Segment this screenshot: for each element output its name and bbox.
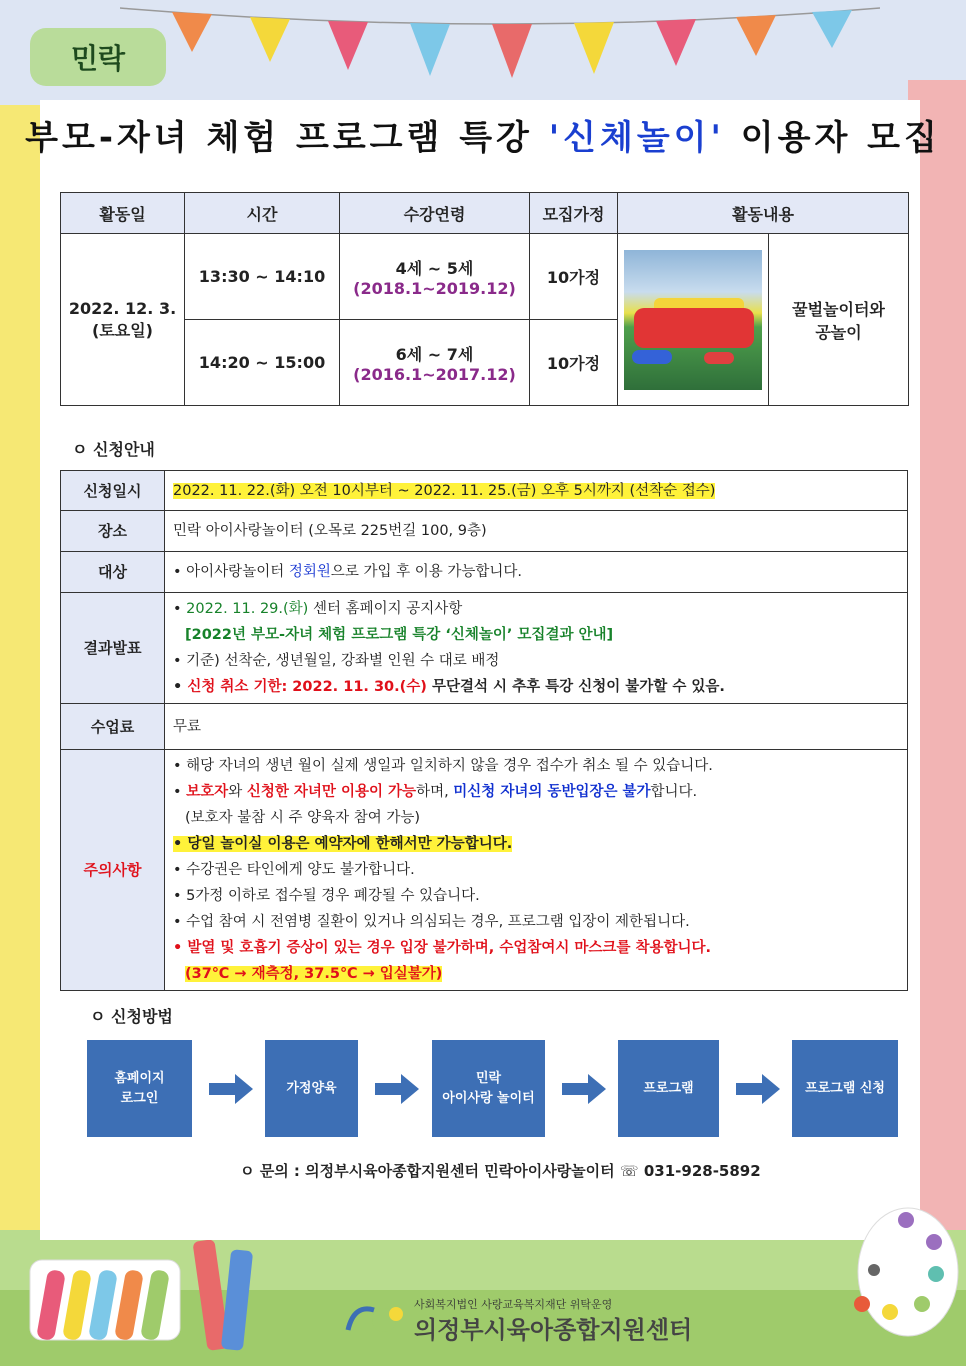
session-row [61, 234, 909, 320]
caution-unregistered: 미신청 자녀의 동반입장은 불가 [453, 784, 651, 800]
caution-registered-only: 신청한 자녀만 이용이 가능 [246, 784, 417, 800]
info-row-apply [61, 471, 908, 511]
method-section-title: ㅇ 신청방법 [90, 1007, 173, 1026]
step-text: 민락 [475, 1070, 502, 1086]
caution-reservation: • 당일 놀이실 이용은 예약자에 한해서만 가능합니다. [173, 836, 513, 852]
target-member: 정회원 [288, 564, 331, 580]
step-minrak-playground [432, 1040, 545, 1137]
apply-value-text: 2022. 11. 22.(화) 오전 10시부터 ~ 2022. 11. 25.(금) 오후 5시까지 (선착순 접수) [173, 482, 716, 499]
caution-text: 합니다. [650, 784, 698, 800]
activity-photo [624, 250, 762, 390]
result-line3: • 기준) 선착순, 생년월일, 강좌별 인원 수 대로 배정 [173, 653, 500, 669]
caution-guardian: 보호자 [186, 784, 229, 800]
activity-text: 꿀벌놀이터와 공놀이 [792, 299, 885, 342]
contact-info: ㅇ 문의 : 의정부시육아종합지원센터 민락아이사랑놀이터 ☏ 031-928-5892 [240, 1162, 761, 1180]
caution-line: • 5가정 이하로 접수될 경우 폐강될 수 있습니다. [173, 888, 480, 904]
target-text-post: 으로 가입 후 이용 가능합니다. [330, 564, 522, 580]
title-text-pre: 부모-자녀 체험 프로그램 특강 [25, 118, 549, 158]
session-age [340, 320, 530, 406]
info-section-title: ㅇ 신청안내 [72, 440, 155, 459]
step-text: 프로그램 [643, 1080, 694, 1096]
title-highlight: '신체놀이' [548, 118, 725, 158]
step-text: 홈페이지 [114, 1070, 165, 1086]
date-text: 2022. 12. 3. [68, 298, 177, 318]
target-value [165, 552, 908, 593]
arrow-right-icon [562, 1072, 606, 1106]
info-row-result [61, 593, 908, 704]
info-row-fee [61, 704, 908, 750]
result-line1-text: 센터 홈페이지 공지사항 [308, 601, 463, 617]
result-label: 결과발표 [61, 593, 165, 704]
center-logo [344, 1300, 408, 1338]
step-homepage-login [87, 1040, 192, 1137]
step-program [618, 1040, 719, 1137]
session-time: 14:20 ~ 15:00 [185, 320, 340, 406]
activity-cell [769, 234, 909, 406]
session-time: 13:30 ~ 14:10 [185, 234, 340, 320]
org-subtitle: 사회복지법인 사랑교육복지재단 위탁운영 [414, 1298, 613, 1311]
page-title [0, 110, 966, 159]
caution-line: • 보호자와 신청한 자녀만 이용이 가능하며, 미신청 자녀의 동반입장은 불가합니다. [173, 784, 698, 800]
fee-value: 무료 [165, 704, 908, 750]
header-activity: 활동내용 [618, 193, 909, 234]
header-families: 모집가정 [530, 193, 618, 234]
session-age [340, 234, 530, 320]
date-cell [61, 234, 185, 406]
place-label: 장소 [61, 511, 165, 552]
age-text: 4세 ~ 5세 [395, 258, 474, 278]
caution-label: 주의사항 [61, 750, 165, 991]
result-value [165, 593, 908, 704]
result-line1: • 2022. 11. 29.(화) 센터 홈페이지 공지사항 [173, 601, 463, 617]
step-text: 가정양육 [286, 1080, 337, 1096]
apply-label: 신청일시 [61, 471, 165, 511]
caution-line: (보호자 불참 시 주 양육자 참여 가능) [185, 810, 421, 826]
age-range: (2018.1~2019.12) [353, 278, 516, 298]
caution-temperature: (37℃ → 재측정, 37.5℃ → 입실불가) [185, 966, 443, 982]
header-date: 활동일 [61, 193, 185, 234]
location-badge: 민락 [30, 28, 166, 86]
arrow-right-icon [736, 1072, 780, 1106]
step-text: 로그인 [120, 1090, 159, 1106]
session-families: 10가정 [530, 320, 618, 406]
activity-photo-cell [618, 234, 769, 406]
schedule-header-row [61, 193, 909, 234]
crayons-decoration [20, 1240, 260, 1360]
caution-line [173, 831, 899, 857]
apply-value [165, 471, 908, 511]
target-label: 대상 [61, 552, 165, 593]
result-line4: • 신청 취소 기한: 2022. 11. 30.(수) 무단결석 시 추후 특강 신청이 불가할 수 있음. [173, 679, 725, 695]
info-row-place [61, 511, 908, 552]
step-home-care [265, 1040, 358, 1137]
bunting-flags-decoration [120, 0, 880, 90]
fee-label: 수업료 [61, 704, 165, 750]
info-row-caution [61, 750, 908, 991]
cancel-deadline: 신청 취소 기한: 2022. 11. 30.(수) [187, 679, 427, 695]
caution-text: 하며, [416, 784, 454, 800]
caution-text: 와 [228, 784, 247, 800]
step-program-apply [792, 1040, 898, 1137]
header-time: 시간 [185, 193, 340, 234]
paint-palette-decoration [850, 1200, 960, 1340]
age-text: 6세 ~ 7세 [395, 344, 474, 364]
caution-line: • 수업 참여 시 전염병 질환이 있거나 의심되는 경우, 프로그램 입장이 제한됩니다. [173, 914, 690, 930]
info-table [60, 470, 908, 991]
org-name: 의정부시육아종합지원센터 [414, 1316, 693, 1344]
caution-line: • 수강권은 타인에게 양도 불가합니다. [173, 862, 415, 878]
session-families: 10가정 [530, 234, 618, 320]
caution-fever: • 발열 및 호흡기 증상이 있는 경우 입장 불가하며, 수업참여시 마스크를 착용합니다. [173, 940, 712, 956]
caution-value [165, 750, 908, 991]
step-text: 아이사랑 놀이터 [442, 1090, 535, 1106]
arrow-right-icon [375, 1072, 419, 1106]
result-date: 2022. 11. 29.(화) [186, 601, 309, 617]
header-age: 수강연령 [340, 193, 530, 234]
schedule-table [60, 192, 909, 406]
result-line4-text: 무단결석 시 추후 특강 신청이 불가할 수 있음. [426, 679, 725, 695]
info-row-target [61, 552, 908, 593]
place-value: 민락 아이사랑놀이터 (오목로 225번길 100, 9층) [165, 511, 908, 552]
title-text-post: 이용자 모집 [724, 118, 941, 158]
target-text: • 아이사랑놀이터 [173, 564, 289, 580]
age-range: (2016.1~2017.12) [353, 364, 516, 384]
step-text: 프로그램 신청 [805, 1080, 885, 1096]
caution-line: • 해당 자녀의 생년 월이 실제 생일과 일치하지 않을 경우 접수가 취소 될 수 있습니다. [173, 758, 713, 774]
result-line2: [2022년 부모-자녀 체험 프로그램 특강 ‘신체놀이’ 모집결과 안내] [185, 627, 614, 643]
day-text: (토요일) [92, 320, 153, 340]
caution-line [173, 961, 899, 987]
arrow-right-icon [209, 1072, 253, 1106]
